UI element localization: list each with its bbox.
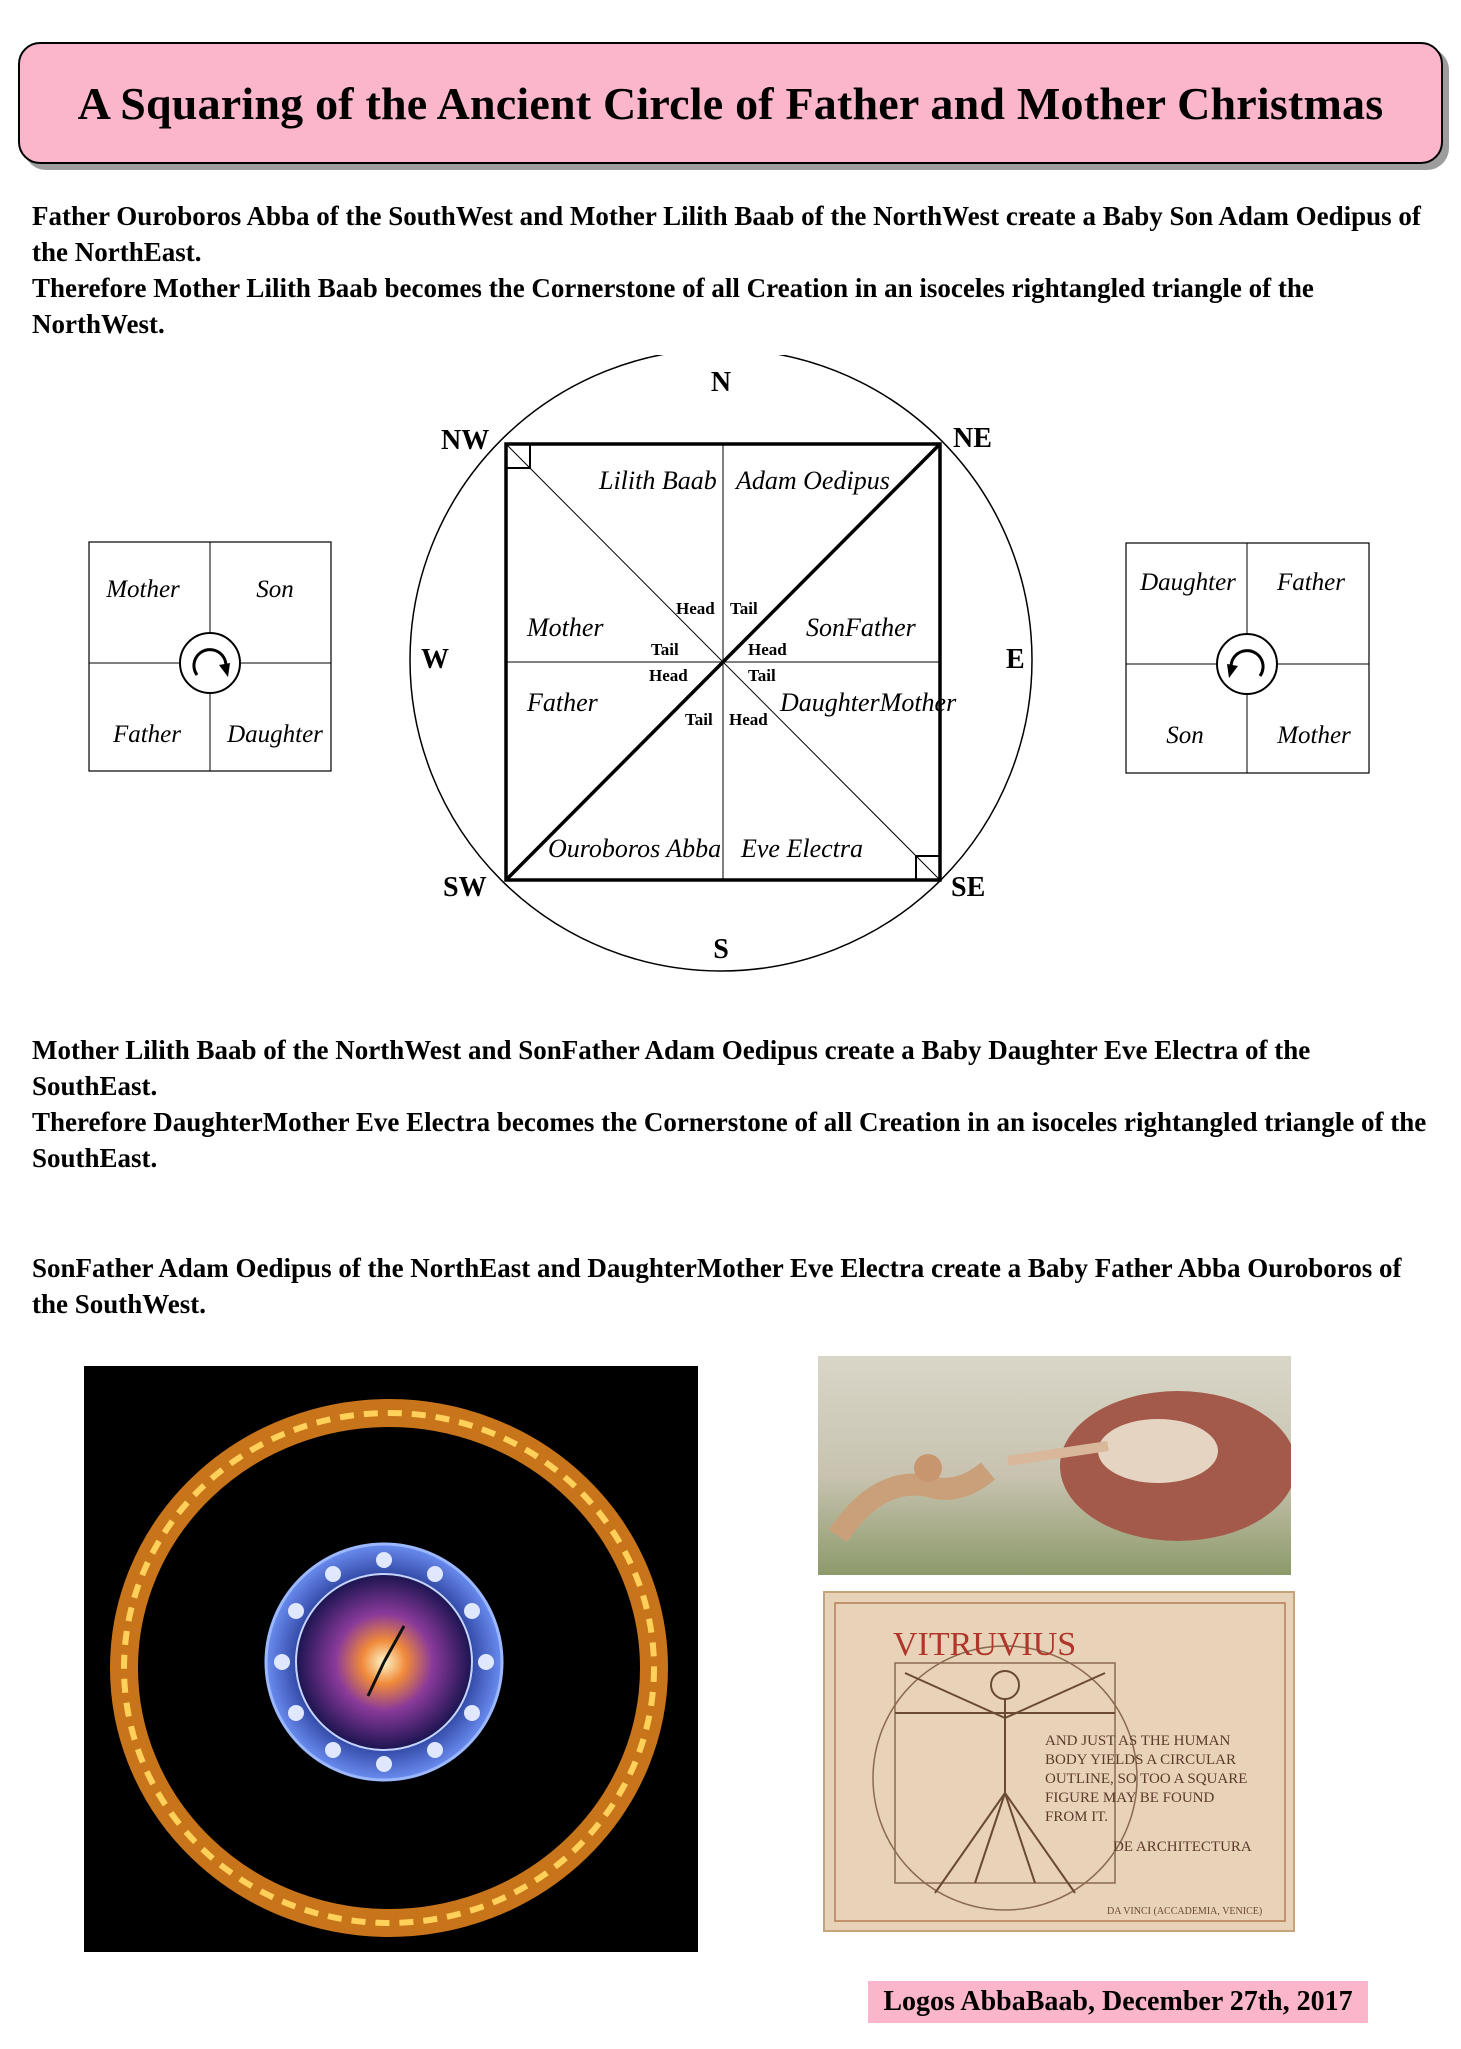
right-box-father: Father xyxy=(1276,569,1346,596)
label-ouroboros-abba: Ouroboros Abba xyxy=(548,834,722,863)
label-sonfather: SonFather xyxy=(806,613,916,642)
adam-head xyxy=(914,1454,942,1482)
vitruvius-quote-line1: AND JUST AS THE HUMAN xyxy=(1045,1733,1231,1749)
label-father: Father xyxy=(527,688,598,717)
compass-sw: SW xyxy=(443,872,487,903)
label-daughtermother: DaughterMother xyxy=(780,688,957,717)
head-label-right: Head xyxy=(748,640,787,659)
intro-paragraph xyxy=(32,198,1432,342)
label-mother: Mother xyxy=(527,613,604,642)
compass-n: N xyxy=(710,367,732,398)
right-box-daughter: Daughter xyxy=(1140,569,1236,596)
compass-s: S xyxy=(713,934,729,965)
right-box-son: Son xyxy=(1166,722,1204,749)
vitruvius-heading: VITRUVIUS xyxy=(893,1626,1077,1663)
vitruvius-quote-line4: FIGURE MAY BE FOUND xyxy=(1045,1790,1215,1806)
vitruvius-quote-line5: FROM IT. xyxy=(1045,1809,1109,1825)
vitruvius-credit: DA VINCI (ACCADEMIA, VENICE) xyxy=(1107,1906,1263,1917)
compass-e: E xyxy=(1006,644,1025,675)
compass-se: SE xyxy=(951,872,986,903)
second-paragraph xyxy=(32,1032,1432,1176)
left-box-father: Father xyxy=(112,721,182,748)
paragraph2-line1: Mother Lilith Baab of the NorthWest and SonFather Adam Oedipus create a Baby Daughter Eve Electra of the SouthEast. xyxy=(32,1035,1311,1101)
compass-nw: NW xyxy=(441,425,490,456)
paragraph1-line1: Father Ouroboros Abba of the SouthWest and Mother Lilith Baab of the NorthWest create a Baby Son Adam Oedipus of the NorthEast. xyxy=(32,201,1421,267)
right-box-mother: Mother xyxy=(1277,722,1351,749)
head-label-bottom: Head xyxy=(729,710,768,729)
tail-label-bottom: Tail xyxy=(685,710,713,729)
paragraph3-line1: SonFather Adam Oedipus of the NorthEast and DaughterMother Eve Electra create a Baby Father Abba Ouroboros of the SouthWest. xyxy=(32,1253,1402,1319)
author-credit: Logos AbbaBaab, December 27th, 2017 xyxy=(868,1981,1368,2023)
left-box-mother: Mother xyxy=(106,576,180,603)
head-label-top: Head xyxy=(676,599,715,618)
left-box-son: Son xyxy=(256,576,294,603)
squared-circle-diagram xyxy=(400,355,1060,975)
left-box-daughter: Daughter xyxy=(227,721,323,748)
third-paragraph xyxy=(32,1250,1432,1322)
label-lilith-baab: Lilith Baab xyxy=(599,466,717,495)
compass-ne: NE xyxy=(953,423,992,454)
adam-figure xyxy=(838,1471,988,1536)
paragraph1-line2: Therefore Mother Lilith Baab becomes the Cornerstone of all Creation in an isoceles rightangled triangle of the NorthWest. xyxy=(32,273,1314,339)
tail-label-top: Tail xyxy=(730,599,758,618)
vitruvius-source: DE ARCHITECTURA xyxy=(1113,1839,1252,1855)
vitruvius-quote-line3: OUTLINE, SO TOO A SQUARE xyxy=(1045,1771,1248,1787)
right-family-box xyxy=(1125,542,1371,775)
head-label-left: Head xyxy=(649,666,688,685)
label-adam-oedipus: Adam Oedipus xyxy=(736,466,890,495)
vitruvius-quote-line2: BODY YIELDS A CIRCULAR xyxy=(1045,1752,1236,1768)
title-banner xyxy=(18,42,1443,164)
clockwise-rotation-icon xyxy=(180,633,240,693)
creation-of-adam-image xyxy=(818,1356,1291,1575)
vitruvian-man-image xyxy=(823,1591,1295,1932)
left-family-box xyxy=(88,541,333,773)
tail-label-left: Tail xyxy=(651,640,679,659)
tail-label-right: Tail xyxy=(748,666,776,685)
compass-w: W xyxy=(421,644,449,675)
label-eve-electra: Eve Electra xyxy=(741,834,863,863)
counterclockwise-rotation-icon xyxy=(1217,634,1277,694)
god-figure xyxy=(1098,1419,1218,1483)
paragraph2-line2: Therefore DaughterMother Eve Electra becomes the Cornerstone of all Creation in an isoceles rightangled triangle of the SouthEast. xyxy=(32,1107,1427,1173)
ouroboros-zodiac-image xyxy=(84,1366,698,1952)
page-title: A Squaring of the Ancient Circle of Father and Mother Christmas xyxy=(77,77,1384,129)
